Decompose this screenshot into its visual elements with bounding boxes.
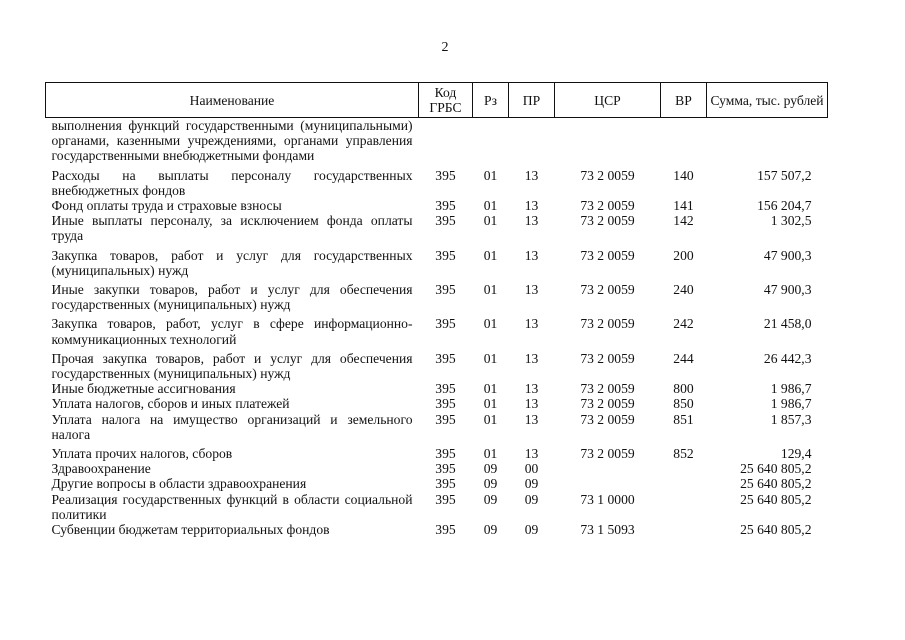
cell-grbs: 395 [435, 446, 456, 462]
cell-name: Уплата налогов, сборов и иных платежей [51, 396, 290, 412]
header-rz: Рз [473, 83, 509, 118]
table-row [46, 461, 828, 476]
cell-pr: 13 [524, 446, 539, 462]
table-row [46, 492, 828, 522]
cell-vr: 200 [673, 247, 694, 263]
budget-table [45, 82, 828, 537]
table-row [46, 442, 828, 461]
cell-pr: 00 [524, 461, 539, 477]
cell-vr: 142 [673, 213, 694, 229]
header-sum: Сумма, тыс. рублей [707, 83, 828, 118]
cell-vr: 140 [673, 167, 694, 183]
cell-sum: 1 857,3 [770, 411, 812, 427]
cell-pr: 09 [524, 491, 539, 507]
cell-csr: 73 2 0059 [580, 282, 635, 298]
table-row [46, 412, 828, 442]
cell-grbs: 395 [435, 282, 456, 298]
cell-rz: 09 [483, 522, 498, 538]
cell-name: Иные закупки товаров, работ и услуг для обеспечения государственных (муниципальных) нужд [51, 282, 413, 313]
table-row [46, 381, 828, 396]
cell-sum: 26 442,3 [763, 350, 812, 366]
cell-csr: 73 2 0059 [580, 350, 635, 366]
cell-name: Иные бюджетные ассигнования [51, 381, 236, 397]
cell-pr: 13 [524, 381, 539, 397]
cell-name: Реализация государственных функций в области социальной политики [51, 491, 413, 522]
table-row [46, 118, 828, 164]
cell-vr [661, 522, 707, 537]
table-row [46, 396, 828, 411]
cell-pr: 13 [524, 247, 539, 263]
cell-grbs: 395 [435, 167, 456, 183]
cell-grbs: 395 [435, 213, 456, 229]
cell-vr: 244 [673, 350, 694, 366]
cell-vr [661, 492, 707, 522]
cell-name: Иные выплаты персоналу, за исключением фонда оплаты труда [51, 213, 413, 244]
cell-rz: 01 [483, 381, 498, 397]
cell-grbs: 395 [435, 411, 456, 427]
cell-vr: 240 [673, 282, 694, 298]
cell-sum: 47 900,3 [763, 247, 812, 263]
cell-sum: 157 507,2 [757, 167, 812, 183]
cell-csr: 73 2 0059 [580, 247, 635, 263]
cell-grbs: 395 [435, 247, 456, 263]
cell-pr: 13 [524, 411, 539, 427]
cell-pr: 13 [524, 316, 539, 332]
cell-grbs [419, 118, 473, 164]
table-row [46, 164, 828, 198]
cell-csr: 73 2 0059 [580, 381, 635, 397]
cell-sum: 129,4 [780, 446, 812, 462]
cell-sum: 25 640 805,2 [740, 476, 812, 492]
cell-csr [555, 118, 661, 164]
cell-pr: 13 [524, 350, 539, 366]
cell-sum: 156 204,7 [757, 198, 812, 214]
table-row [46, 476, 828, 491]
cell-csr: 73 1 5093 [580, 522, 635, 538]
cell-sum: 21 458,0 [763, 316, 812, 332]
header-csr: ЦСР [555, 83, 661, 118]
cell-vr: 242 [673, 316, 694, 332]
cell-csr: 73 2 0059 [580, 396, 635, 412]
table-row [46, 522, 828, 537]
cell-grbs: 395 [435, 316, 456, 332]
cell-csr [555, 461, 661, 476]
table-header-row [46, 83, 828, 118]
cell-sum: 1 986,7 [770, 396, 812, 412]
cell-grbs: 395 [435, 350, 456, 366]
cell-vr [661, 118, 707, 164]
table-row [46, 312, 828, 346]
cell-csr: 73 2 0059 [580, 213, 635, 229]
cell-rz: 01 [483, 446, 498, 462]
cell-pr [509, 118, 555, 164]
cell-csr: 73 2 0059 [580, 167, 635, 183]
cell-sum: 1 986,7 [770, 381, 812, 397]
cell-name: Прочая закупка товаров, работ и услуг для обеспечения государственных (муниципальных) нужд [51, 350, 413, 382]
cell-grbs: 395 [435, 522, 456, 538]
cell-rz: 01 [483, 316, 498, 332]
cell-pr: 09 [524, 476, 539, 492]
cell-csr: 73 2 0059 [580, 411, 635, 427]
cell-sum: 1 302,5 [770, 213, 812, 229]
cell-rz: 01 [483, 396, 498, 412]
cell-pr: 13 [524, 198, 539, 214]
header-vr: ВР [661, 83, 707, 118]
cell-name: выполнения функций государственными (муниципальными) органами, казенными учреждениями, органами управления государственными внебюджетными фондами [51, 118, 413, 164]
cell-csr: 73 2 0059 [580, 316, 635, 332]
cell-name: Другие вопросы в области здравоохранения [51, 476, 307, 492]
table-row [46, 198, 828, 213]
cell-vr: 141 [673, 198, 694, 214]
header-pr: ПР [509, 83, 555, 118]
cell-vr: 800 [673, 381, 694, 397]
cell-sum [707, 118, 828, 164]
header-grbs: Код ГРБС [419, 83, 473, 118]
cell-pr: 13 [524, 282, 539, 298]
cell-csr: 73 2 0059 [580, 446, 635, 462]
cell-vr [661, 476, 707, 491]
page-number: 2 [441, 40, 449, 55]
cell-grbs: 395 [435, 198, 456, 214]
cell-name: Фонд оплаты труда и страховые взносы [51, 198, 282, 214]
cell-rz: 01 [483, 198, 498, 214]
cell-grbs: 395 [435, 476, 456, 492]
cell-rz: 01 [483, 247, 498, 263]
cell-name: Уплата налога на имущество организаций и земельного налога [51, 411, 413, 442]
cell-grbs: 395 [435, 381, 456, 397]
cell-name: Расходы на выплаты персоналу государственных внебюджетных фондов [51, 167, 413, 198]
table-row [46, 347, 828, 381]
cell-name: Здравоохранение [51, 461, 151, 477]
cell-csr: 73 1 0000 [580, 491, 635, 507]
cell-csr [555, 476, 661, 491]
cell-rz: 09 [483, 476, 498, 492]
cell-pr: 13 [524, 396, 539, 412]
cell-name: Закупка товаров, работ, услуг в сфере информационно-коммуникационных технологий [51, 316, 413, 347]
cell-rz: 01 [483, 411, 498, 427]
cell-pr: 13 [524, 167, 539, 183]
table-row [46, 244, 828, 278]
cell-csr: 73 2 0059 [580, 198, 635, 214]
cell-rz: 01 [483, 167, 498, 183]
cell-grbs: 395 [435, 461, 456, 477]
cell-sum: 25 640 805,2 [740, 491, 812, 507]
cell-name: Субвенции бюджетам территориальных фондов [51, 522, 330, 538]
cell-grbs: 395 [435, 491, 456, 507]
cell-name: Уплата прочих налогов, сборов [51, 446, 233, 462]
cell-pr: 09 [524, 522, 539, 538]
cell-rz: 09 [483, 461, 498, 477]
cell-sum: 47 900,3 [763, 282, 812, 298]
header-name: Наименование [46, 83, 419, 118]
cell-pr: 13 [524, 213, 539, 229]
table-row [46, 278, 828, 312]
cell-vr: 851 [673, 411, 694, 427]
table-body [46, 118, 828, 538]
cell-name: Закупка товаров, работ и услуг для государственных (муниципальных) нужд [51, 247, 413, 278]
cell-sum: 25 640 805,2 [740, 461, 812, 477]
cell-sum: 25 640 805,2 [740, 522, 812, 538]
cell-rz: 09 [483, 491, 498, 507]
cell-vr: 852 [673, 446, 694, 462]
cell-vr [661, 461, 707, 476]
table-row [46, 213, 828, 243]
cell-rz: 01 [483, 350, 498, 366]
cell-rz: 01 [483, 282, 498, 298]
cell-vr: 850 [673, 396, 694, 412]
cell-grbs: 395 [435, 396, 456, 412]
cell-rz [473, 118, 509, 164]
cell-rz: 01 [483, 213, 498, 229]
